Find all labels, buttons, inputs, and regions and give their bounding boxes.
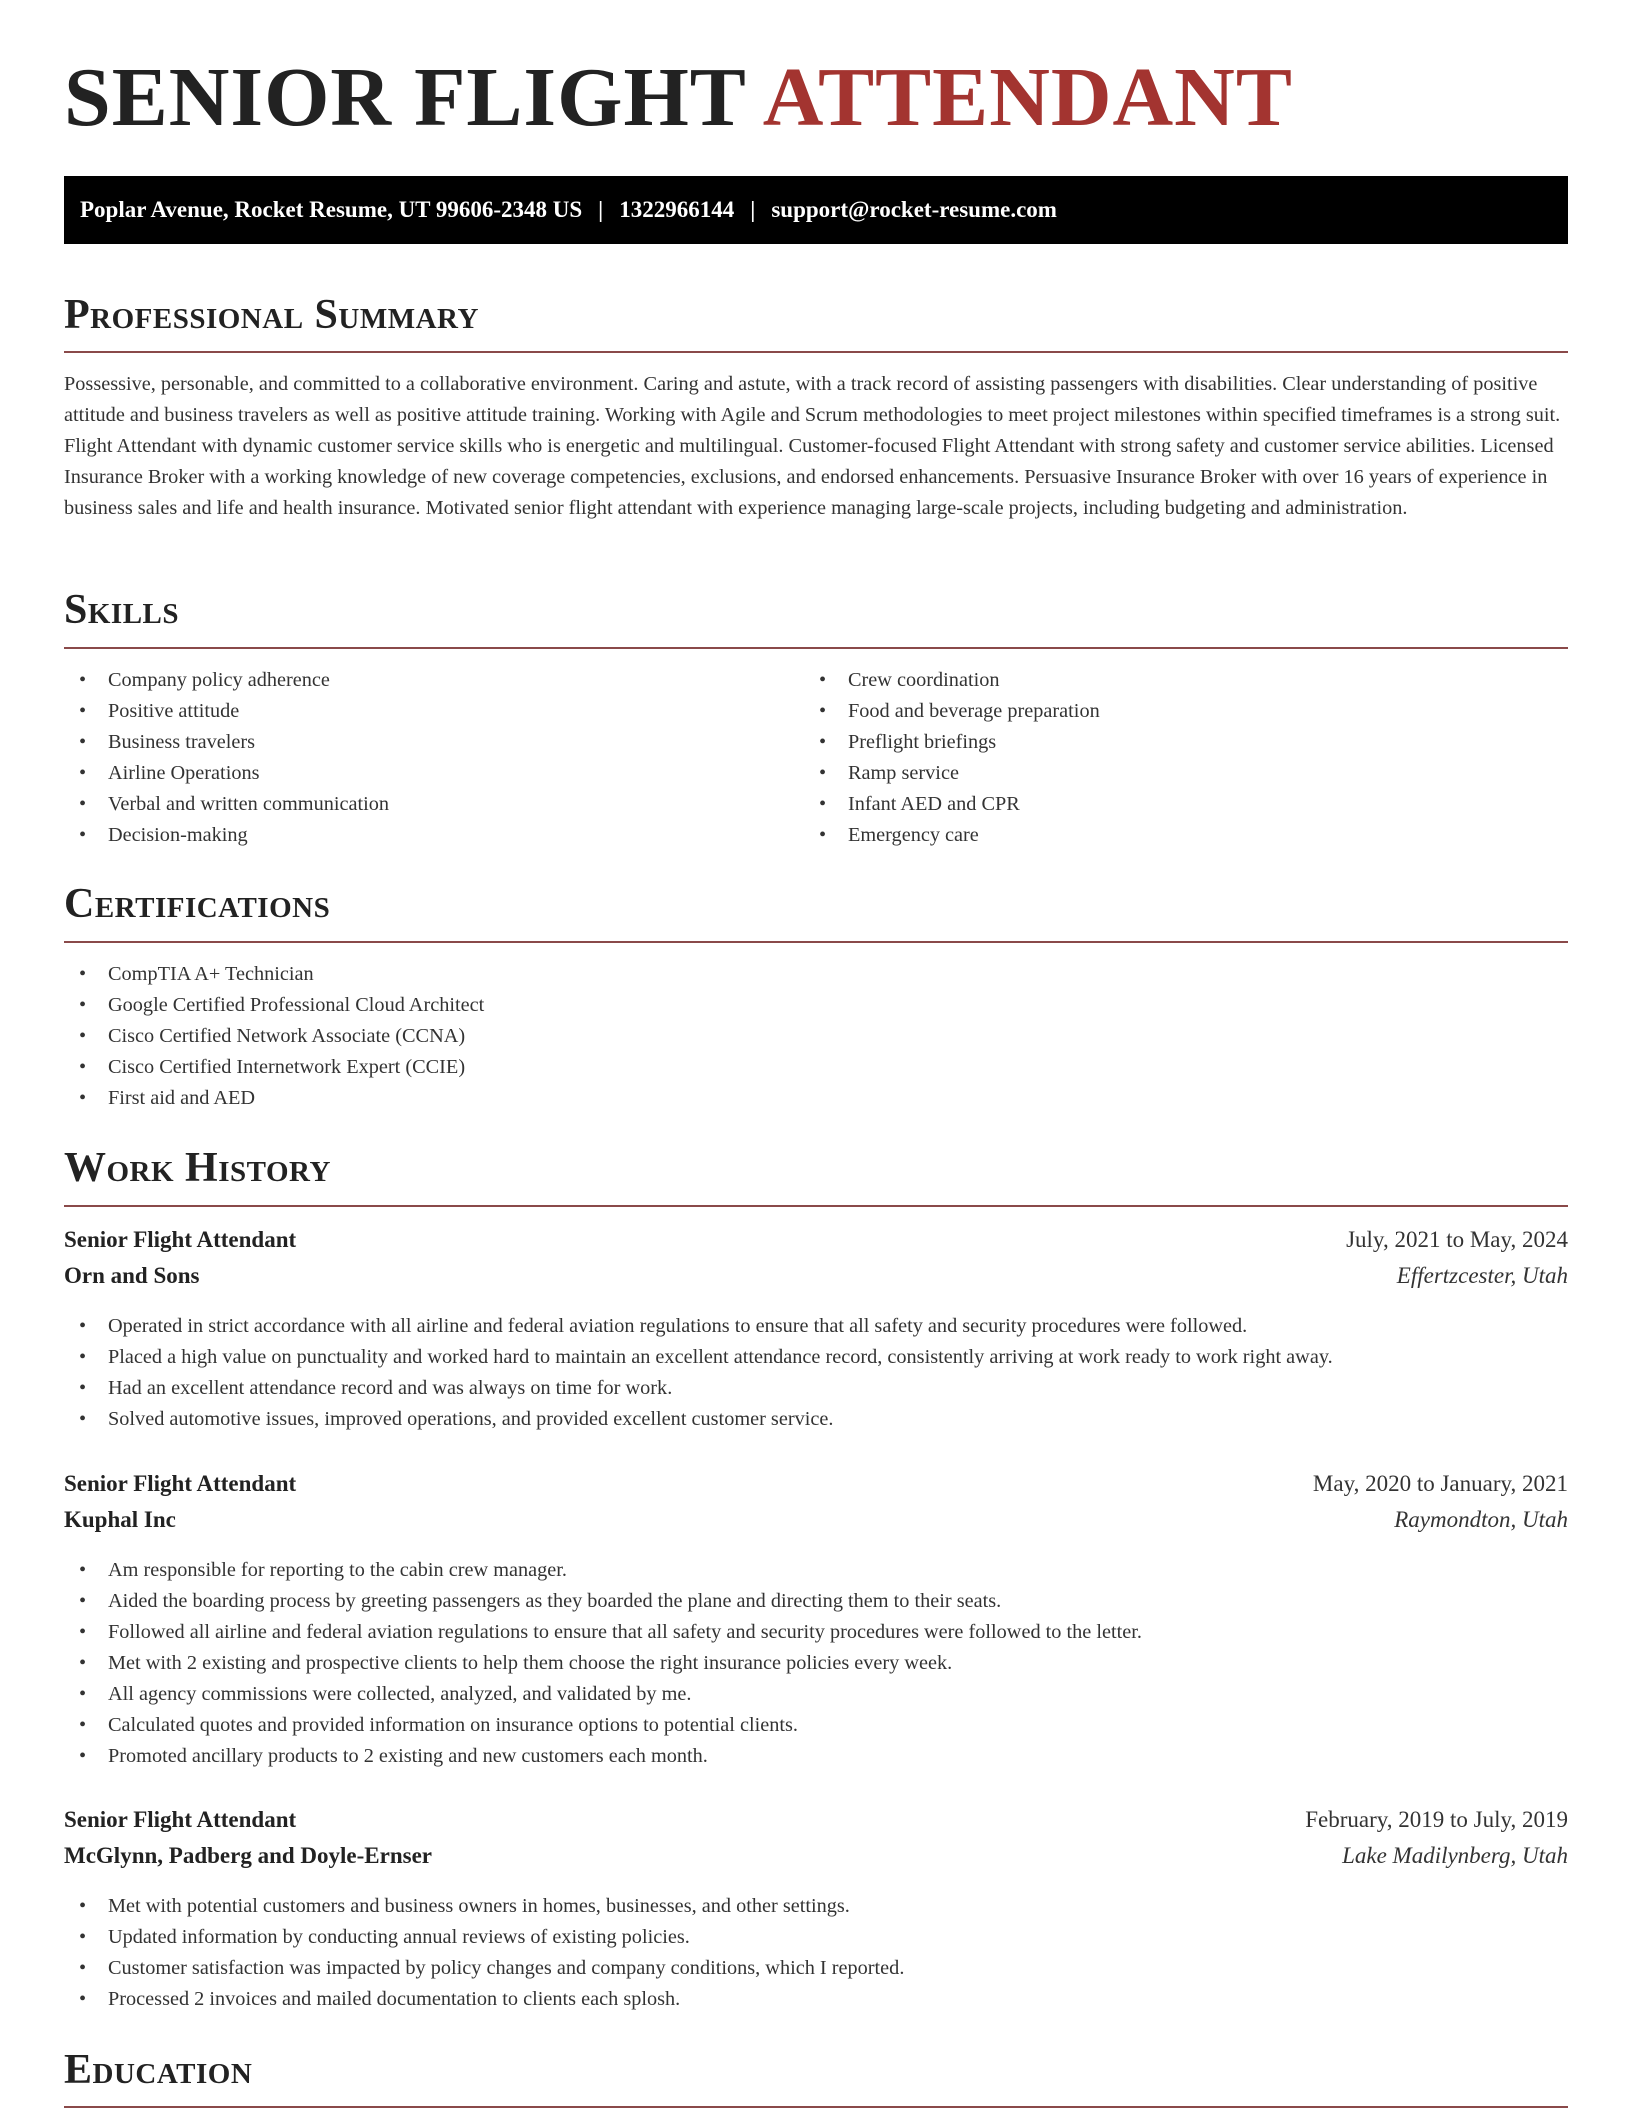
title-part-1: SENIOR FLIGHT (64, 51, 746, 144)
summary-divider (64, 351, 1568, 353)
job-dates: July, 2021 to May, 2024 (1346, 1227, 1568, 1252)
job-company: McGlynn, Padberg and Doyle-Ernser (64, 1843, 432, 1868)
skills-list-left (64, 665, 389, 851)
contact-email: support@rocket-resume.com (771, 197, 1057, 222)
job-1-subheader (64, 1263, 1568, 1289)
education-divider (64, 2106, 1568, 2108)
list-item: • Food and beverage preparation (804, 696, 1100, 727)
list-item: • Aided the boarding process by greeting passengers as they boarded the plane and directing them to their seats. (64, 1586, 1142, 1617)
list-item: • Verbal and written communication (64, 789, 389, 820)
list-item: • Google Certified Professional Cloud Architect (64, 990, 484, 1021)
list-item: • Emergency care (804, 820, 1100, 851)
contact-separator: | (598, 197, 604, 222)
list-item: • Cisco Certified Internetwork Expert (CCIE) (64, 1052, 484, 1083)
job-2-header (64, 1471, 1568, 1497)
list-item: • Company policy adherence (64, 665, 389, 696)
list-item: • Met with 2 existing and prospective clients to help them choose the right insurance policies every week. (64, 1648, 1142, 1679)
job-2-bullets (64, 1555, 1142, 1772)
list-item: • Business travelers (64, 727, 389, 758)
work-history-divider (64, 1205, 1568, 1207)
job-1-bullets (64, 1311, 1333, 1435)
certifications-heading: Certifications (64, 881, 331, 927)
list-item: • Met with potential customers and business owners in homes, businesses, and other settings. (64, 1891, 904, 1922)
contact-separator: | (750, 197, 756, 222)
job-title: Senior Flight Attendant (64, 1807, 297, 1832)
skills-divider (64, 647, 1568, 649)
list-item: • CompTIA A+ Technician (64, 959, 484, 990)
job-location: Raymondton, Utah (1394, 1507, 1568, 1532)
list-item: • Crew coordination (804, 665, 1100, 696)
job-location: Effertzcester, Utah (1396, 1263, 1568, 1288)
certifications-divider (64, 941, 1568, 943)
job-3-subheader (64, 1843, 1568, 1869)
list-item: • Customer satisfaction was impacted by policy changes and company conditions, which I reported. (64, 1953, 904, 1984)
job-3-bullets (64, 1891, 904, 2015)
job-title: Senior Flight Attendant (64, 1227, 297, 1252)
job-company: Kuphal Inc (64, 1507, 176, 1532)
job-location: Lake Madilynberg, Utah (1342, 1843, 1568, 1868)
list-item: • First aid and AED (64, 1083, 484, 1114)
list-item: • Had an excellent attendance record and was always on time for work. (64, 1373, 1333, 1404)
resume-title (64, 51, 1293, 144)
job-dates: May, 2020 to January, 2021 (1312, 1471, 1568, 1496)
list-item: • Positive attitude (64, 696, 389, 727)
contact-phone: 1322966144 (619, 197, 735, 222)
job-3-header (64, 1807, 1568, 1833)
list-item: • Calculated quotes and provided information on insurance options to potential clients. (64, 1710, 1142, 1741)
skills-list-right (804, 665, 1100, 851)
list-item: • Followed all airline and federal aviation regulations to ensure that all safety and security procedures were followed to the letter. (64, 1617, 1142, 1648)
education-heading: Education (64, 2047, 253, 2093)
list-item: • Updated information by conducting annual reviews of existing policies. (64, 1922, 904, 1953)
list-item: • All agency commissions were collected, analyzed, and validated by me. (64, 1679, 1142, 1710)
job-1-header (64, 1227, 1568, 1253)
summary-text: Possessive, personable, and committed to a collaborative environment. Caring and astute, with a track record of assisting passengers with disabilities. Clear understanding of positive attitude and business travelers as well as positive attitude training. Working with Agile and Scrum methodologies to meet project milestones within specified timeframes is a strong suit. Flight Attendant with dynamic customer service skills who is energetic and multilingual. Customer-focused Flight Attendant with strong safety and customer service abilities. Licensed Insurance Broker with a working knowledge of new coverage competencies, exclusions, and endorsed enhancements. Persuasive Insurance Broker with over 16 years of experience in business sales and life and health insurance. Motivated senior flight attendant with experience managing large-scale projects, including budgeting and administration. (64, 373, 1561, 519)
contact-address: Poplar Avenue, Rocket Resume, UT 99606-2348 US (80, 197, 583, 222)
list-item: • Ramp service (804, 758, 1100, 789)
job-dates: February, 2019 to July, 2019 (1305, 1807, 1568, 1832)
list-item: • Placed a high value on punctuality and worked hard to maintain an excellent attendance record, consistently arriving at work ready to work right away. (64, 1342, 1333, 1373)
list-item: • Cisco Certified Network Associate (CCNA) (64, 1021, 484, 1052)
list-item: • Preflight briefings (804, 727, 1100, 758)
list-item: • Am responsible for reporting to the cabin crew manager. (64, 1555, 1142, 1586)
certifications-list (64, 959, 484, 1114)
skills-heading: Skills (64, 587, 180, 633)
list-item: • Airline Operations (64, 758, 389, 789)
list-item: • Decision-making (64, 820, 389, 851)
contact-bar (64, 176, 1568, 244)
job-company: Orn and Sons (64, 1263, 200, 1288)
job-title: Senior Flight Attendant (64, 1471, 297, 1496)
summary-heading: Professional Summary (64, 292, 479, 338)
job-2-subheader (64, 1507, 1568, 1533)
list-item: • Infant AED and CPR (804, 789, 1100, 820)
work-history-heading: Work History (64, 1145, 331, 1191)
title-part-2: ATTENDANT (762, 51, 1293, 144)
list-item: • Solved automotive issues, improved operations, and provided excellent customer service. (64, 1404, 1333, 1435)
list-item: • Promoted ancillary products to 2 existing and new customers each month. (64, 1741, 1142, 1772)
list-item: • Operated in strict accordance with all airline and federal aviation regulations to ensure that all safety and security procedures were followed. (64, 1311, 1333, 1342)
list-item: • Processed 2 invoices and mailed documentation to clients each splosh. (64, 1984, 904, 2015)
